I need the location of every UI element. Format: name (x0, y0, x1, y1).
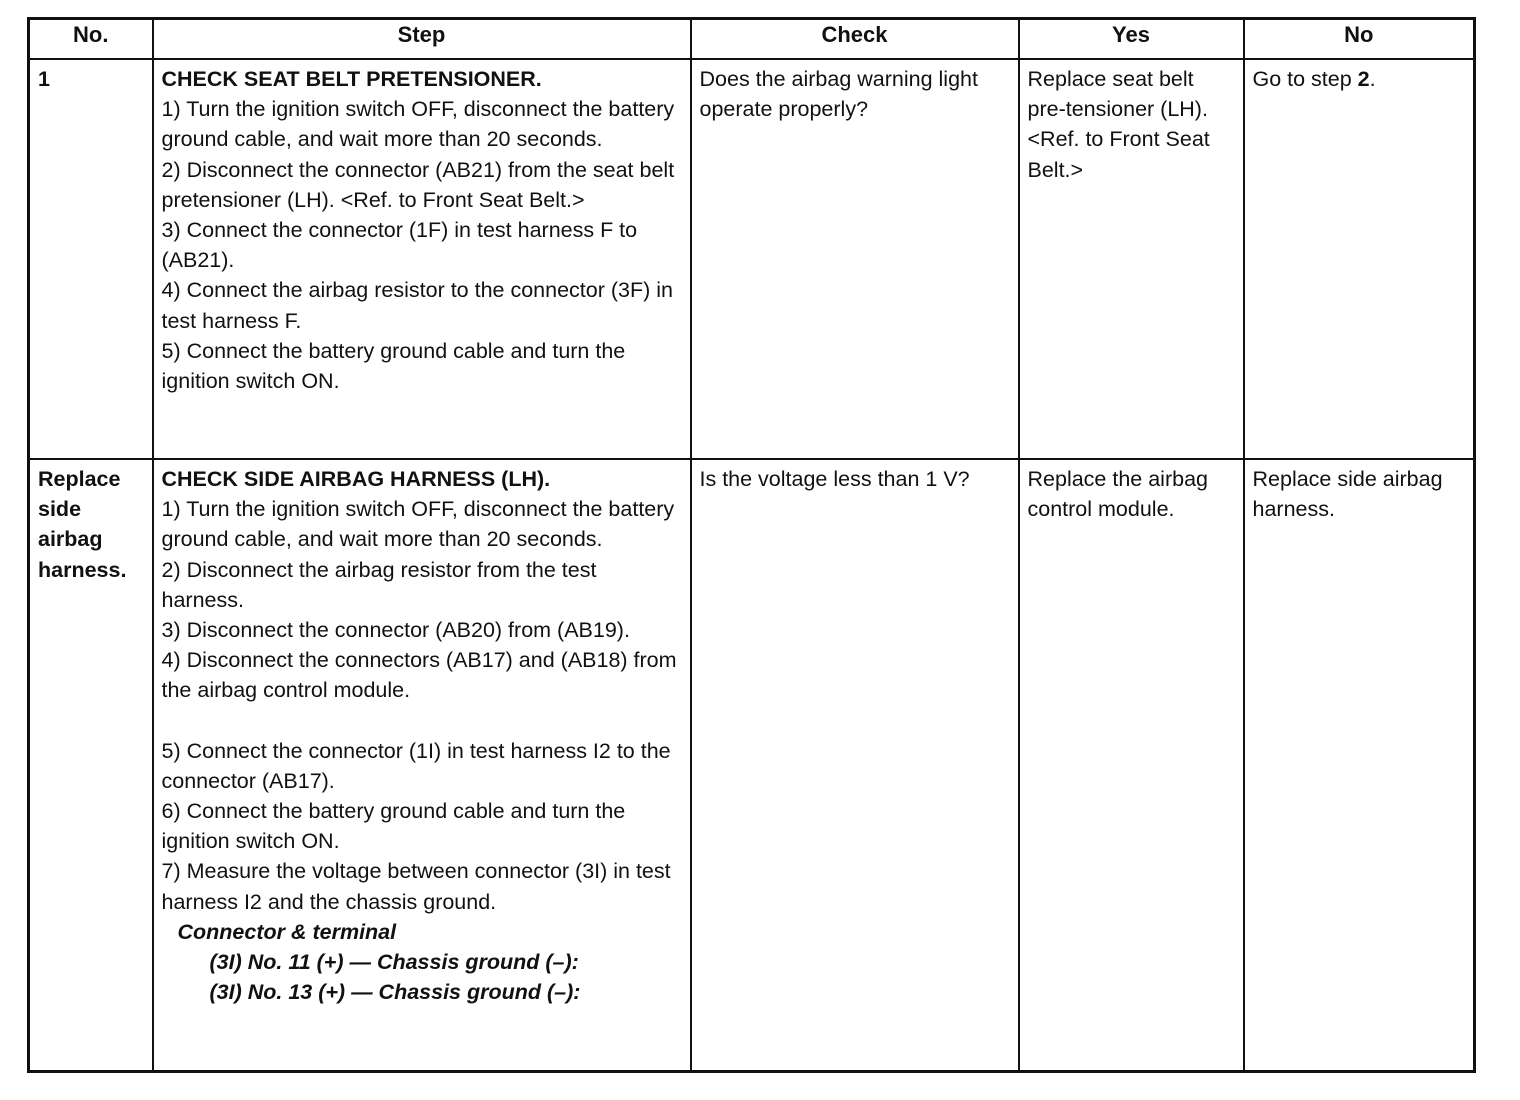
step-title: CHECK SEAT BELT PRETENSIONER. (161, 67, 542, 91)
step-line: 3) Connect the connector (1F) in test harness F to (AB21). (161, 218, 638, 273)
check-cell: Does the airbag warning light operate properly? (691, 59, 1019, 459)
step-cell (153, 59, 691, 459)
step-line: 2) Disconnect the airbag resistor from the test harness. (161, 557, 597, 612)
step-line: 5) Connect the battery ground cable and turn the ignition switch ON. (161, 338, 626, 394)
header-check: Check (691, 19, 1019, 60)
step-line: 4) Disconnect the connectors (AB17) and (AB18) from the airbag control module. (161, 648, 677, 703)
step-line: 2) Disconnect the connector (AB21) from the seat belt pretensioner (LH). <Ref. to Front Seat Belt.> (161, 157, 675, 212)
step-title: CHECK SIDE AIRBAG HARNESS (LH). (161, 467, 551, 491)
table-row (29, 59, 1475, 459)
connector-item: (3I) No. 11 (+) — Chassis ground (–): (209, 950, 579, 975)
no-suffix: . (1369, 67, 1376, 91)
step-line: 7) Measure the voltage between connector (3I) in test harness I2 and the chassis ground. (161, 859, 671, 914)
step-line: 6) Connect the battery ground cable and turn the ignition switch ON. (161, 799, 626, 854)
goto-step-number: 2 (1357, 67, 1370, 91)
no-cell (1244, 59, 1475, 459)
step-number: Replace side airbag harness. (29, 459, 153, 1072)
blank-line (162, 706, 682, 736)
table-row (29, 459, 1475, 1072)
header-step: Step (153, 19, 691, 60)
connector-heading: Connector & terminal (177, 919, 397, 944)
step-line: 1) Turn the ignition switch OFF, disconnect the battery ground cable, and wait more than 20 seconds. (161, 97, 675, 152)
header-no: No. (29, 19, 153, 60)
no-cell: Replace side airbag harness. (1244, 459, 1475, 1072)
step-number: 1 (29, 59, 153, 459)
diagnostic-table (27, 17, 1476, 1073)
step-line: 5) Connect the connector (1I) in test harness I2 to the connector (AB17). (161, 738, 671, 793)
no-prefix: Go to step (1252, 67, 1358, 91)
step-line: 4) Connect the airbag resistor to the connector (3F) in test harness F. (161, 278, 673, 333)
step-line: 1) Turn the ignition switch OFF, disconnect the battery ground cable, and wait more than 20 seconds. (161, 497, 675, 552)
step-line: 3) Disconnect the connector (AB20) from (AB19). (161, 618, 630, 643)
check-cell: Is the voltage less than 1 V? (691, 459, 1019, 1072)
step-cell (153, 459, 691, 1072)
header-yes: Yes (1019, 19, 1244, 60)
yes-cell: Replace seat belt pre-tensioner (LH). <Ref. to Front Seat Belt.> (1019, 59, 1244, 459)
yes-cell: Replace the airbag control module. (1019, 459, 1244, 1072)
header-no-result: No (1244, 19, 1475, 60)
connector-item: (3I) No. 13 (+) — Chassis ground (–): (209, 980, 581, 1005)
header-row (29, 19, 1475, 60)
